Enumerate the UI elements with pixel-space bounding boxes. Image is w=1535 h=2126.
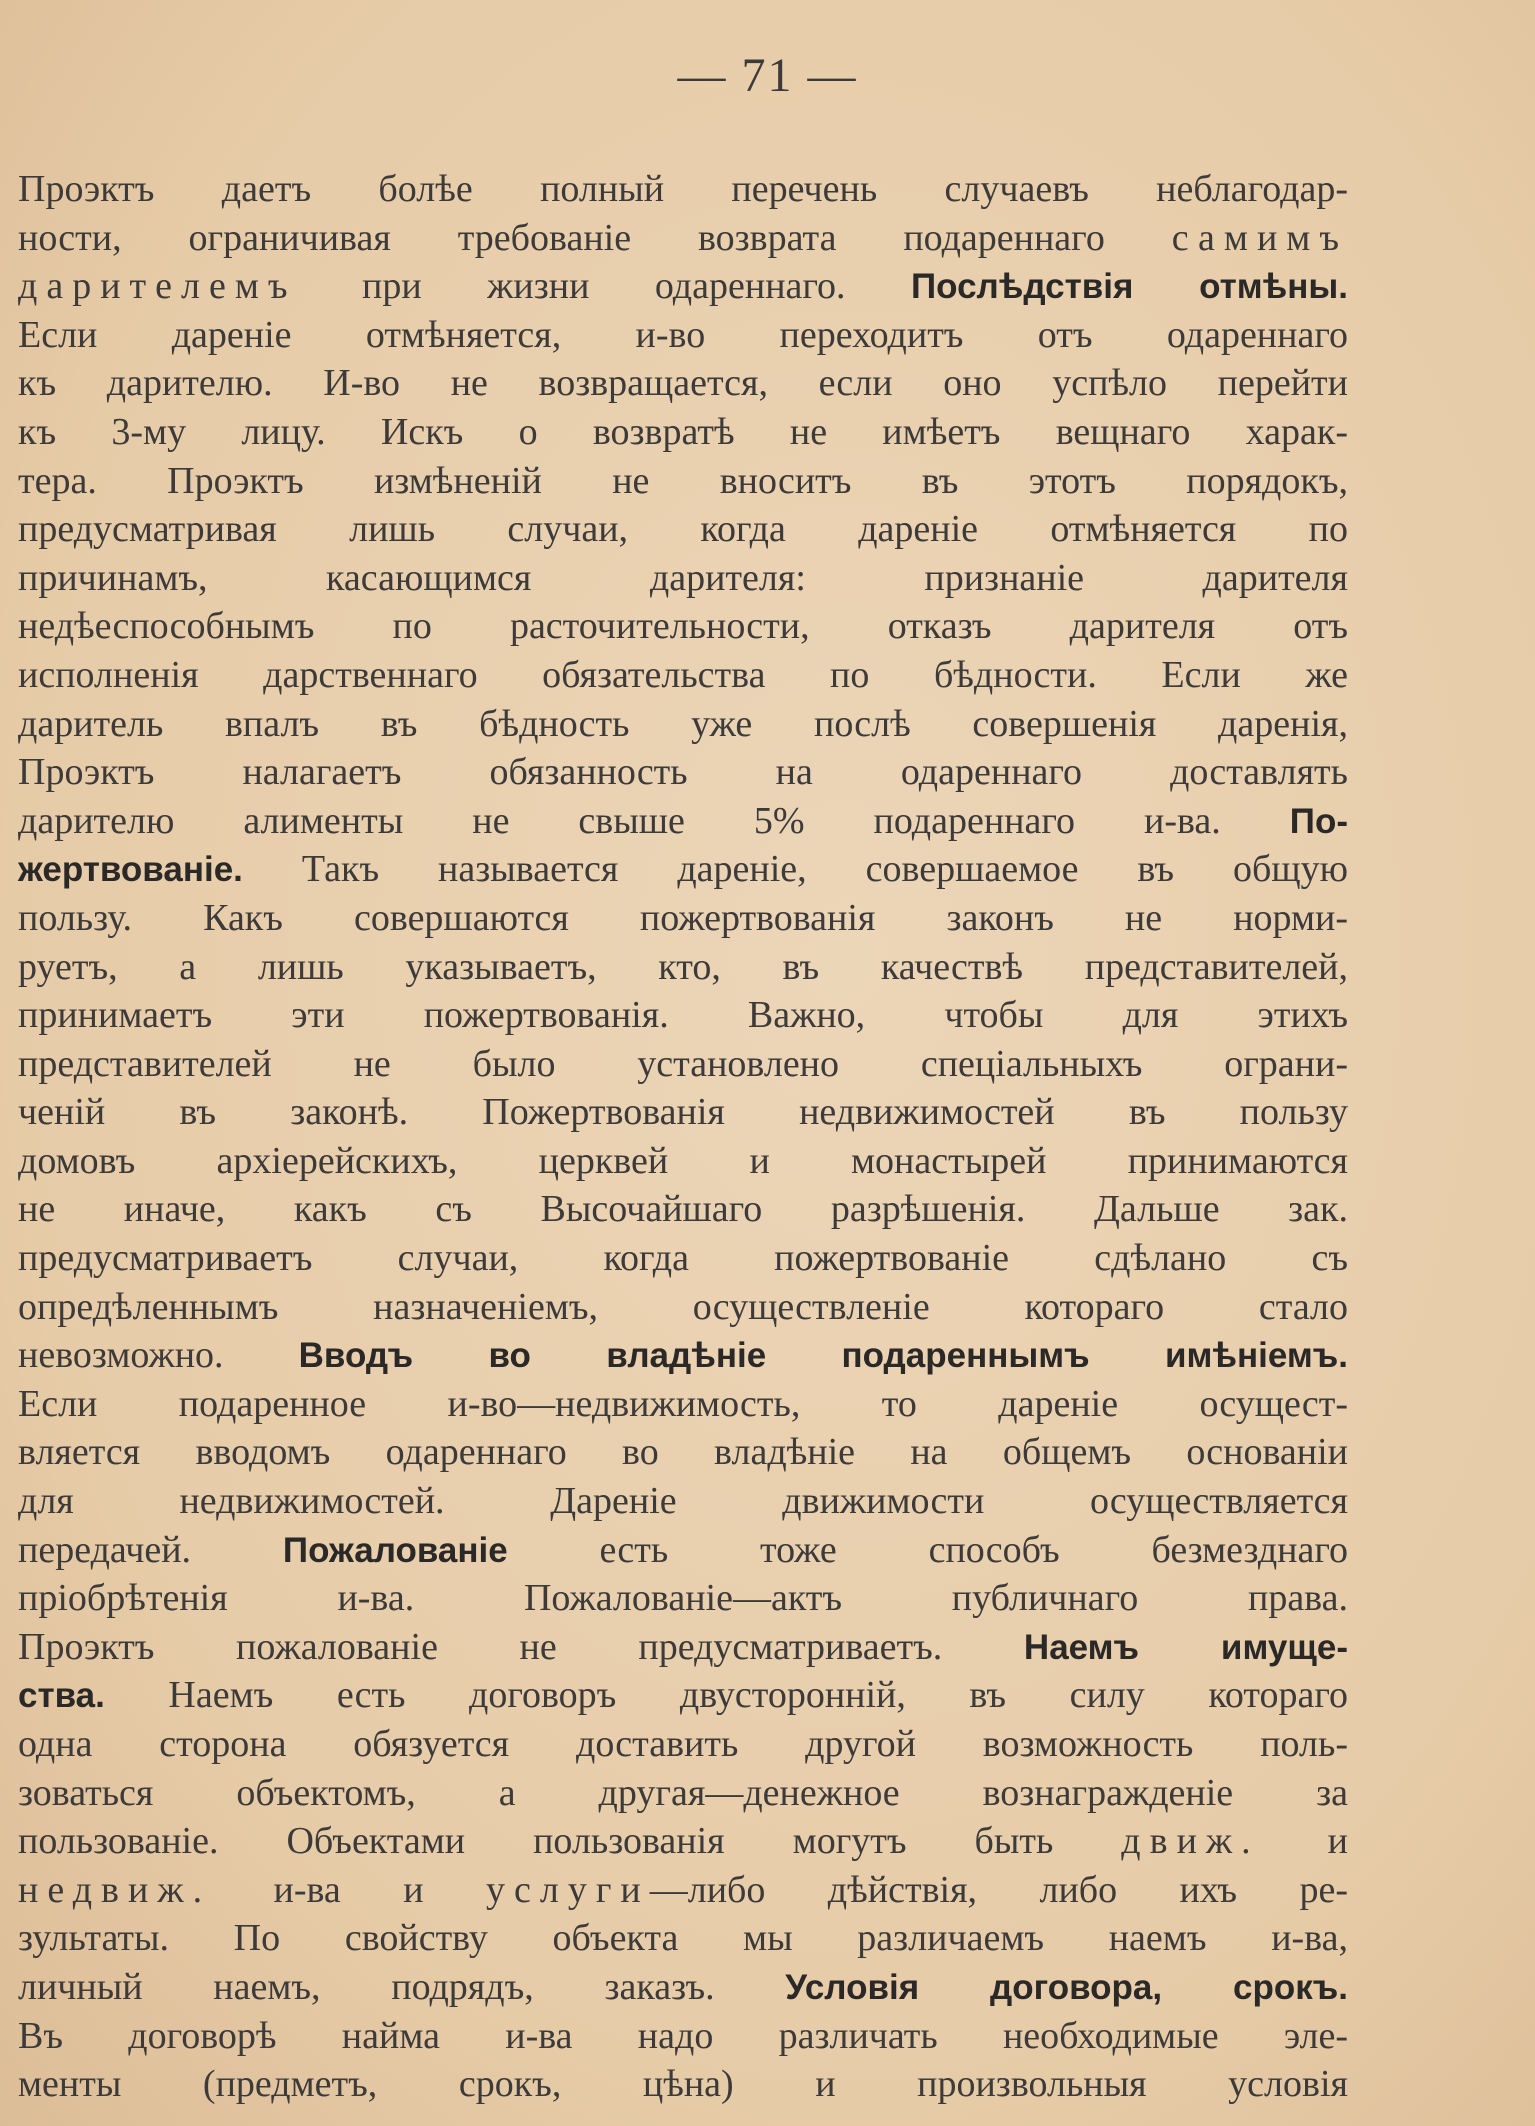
- text-line: [18, 1526, 1348, 1575]
- spaced-text: дарителемъ: [18, 265, 297, 308]
- text-run: ности, ограничивая требованіе возврата подареннаго: [18, 216, 1172, 259]
- bold-heading: Послѣдствія отмѣны.: [911, 267, 1348, 307]
- text-line: [18, 1331, 1348, 1380]
- text-run: предусматривая лишь случаи, когда дареніе отмѣняется по: [18, 508, 1348, 551]
- text-line: [18, 2060, 1348, 2109]
- text-run: невозможно.: [18, 1334, 299, 1377]
- text-run: Проэктъ пожалованіе не предусматриваетъ.: [18, 1625, 1024, 1668]
- text-run: къ 3-му лицу. Искъ о возвратѣ не имѣетъ вещнаго харак-: [18, 410, 1348, 453]
- text-line: [18, 1137, 1348, 1186]
- bold-heading: ства.: [18, 1676, 105, 1716]
- text-run: Проэктъ даетъ болѣе полный перечень случаевъ неблагодар-: [18, 168, 1348, 210]
- text-run: тера. Проэктъ измѣненій не вноситъ въ этотъ порядокъ,: [18, 459, 1348, 502]
- text-run: Такъ называется дареніе, совершаемое въ общую: [242, 848, 1348, 891]
- text-line: [18, 262, 1348, 311]
- text-run: дарителю алименты не свыше 5% подареннаго и-ва.: [18, 799, 1290, 842]
- text-line: [18, 2012, 1348, 2061]
- text-line: [18, 1428, 1348, 1477]
- text-line: [18, 1671, 1348, 1720]
- text-line: [18, 359, 1348, 408]
- text-run: Если подаренное и-во—недвижимость, то дареніе осущест-: [18, 1382, 1348, 1425]
- text-run: есть тоже способъ безмезднаго: [507, 1528, 1348, 1571]
- text-run: ченій въ законѣ. Пожертвованія недвижимостей въ пользу: [18, 1091, 1348, 1134]
- page-number: — 71 —: [677, 49, 858, 102]
- bold-heading: жертвованіе.: [18, 850, 243, 890]
- text-run: для недвижимостей. Дареніе движимости осуществляется: [18, 1480, 1348, 1523]
- text-run: не иначе, какъ съ Высочайшаго разрѣшенія. Дальше зак.: [18, 1188, 1348, 1231]
- text-run: причинамъ, касающимся дарителя: признаніе дарителя: [18, 556, 1348, 599]
- text-run: и-ва и: [211, 1868, 486, 1911]
- text-run: Въ договорѣ найма и-ва надо различать необходимые эле-: [18, 2014, 1348, 2057]
- text-line: [18, 1234, 1348, 1283]
- text-run: передачей.: [18, 1528, 283, 1571]
- text-line: [18, 700, 1348, 749]
- text-run: опредѣленнымъ назначеніемъ, осуществленіе котораго стало: [18, 1285, 1348, 1328]
- text-run: —либо дѣйствія, либо ихъ ре-: [649, 1868, 1349, 1911]
- text-run: пользованіе. Объектами пользованія могутъ быть: [18, 1820, 1122, 1863]
- text-line: [18, 1185, 1348, 1234]
- text-run: вляется вводомъ одареннаго во владѣніе на общемъ основаніи: [18, 1431, 1348, 1474]
- bold-heading: Пожалованіе: [282, 1530, 508, 1570]
- text-run: пользу. Какъ совершаются пожертвованія законъ не норми-: [18, 896, 1348, 939]
- text-line: [18, 554, 1348, 603]
- text-run: личный наемъ, подрядъ, заказъ.: [18, 1965, 786, 2008]
- text-line: [18, 602, 1348, 651]
- text-line: [18, 165, 1348, 214]
- text-line: [18, 1623, 1348, 1672]
- spaced-text: услуги: [485, 1868, 650, 1911]
- bold-heading: Условія договора, срокъ.: [785, 1967, 1348, 2007]
- text-run: предусматриваетъ случаи, когда пожертвованіе сдѣлано съ: [18, 1237, 1348, 1280]
- text-line: [18, 1088, 1348, 1137]
- text-line: [18, 214, 1348, 263]
- text-line: [18, 1769, 1348, 1818]
- text-run: представителей не было установлено спеціальныхъ ограни-: [18, 1042, 1348, 1085]
- text-line: [18, 408, 1348, 457]
- text-line: [18, 457, 1348, 506]
- text-line: [18, 797, 1348, 846]
- text-run: менты (предметъ, срокъ, цѣна) и произвольныя условія: [18, 2063, 1348, 2106]
- text-run: при жизни одареннаго.: [296, 265, 912, 308]
- text-line: [18, 1574, 1348, 1623]
- text-line: [18, 1914, 1348, 1963]
- text-run: одна сторона обязуется доставить другой возможность поль-: [18, 1723, 1348, 1765]
- text-line: [18, 651, 1348, 700]
- text-run: исполненія дарственнаго обязательства по бѣдности. Если же: [18, 653, 1348, 696]
- text-run: зоваться объектомъ, а другая—денежное вознагражденіе за: [18, 1771, 1348, 1814]
- bold-heading: По-: [1289, 801, 1348, 841]
- text-line: [18, 1817, 1348, 1866]
- text-line: [18, 311, 1348, 360]
- text-run: зультаты. По свойству объекта мы различаемъ наемъ и-ва,: [18, 1917, 1348, 1960]
- text-run: Наемъ есть договоръ двусторонній, въ силу котораго: [104, 1674, 1348, 1717]
- text-line: [18, 943, 1348, 992]
- text-run: недѣеспособнымъ по расточительности, отказъ дарителя отъ: [18, 605, 1348, 648]
- text-run: пріобрѣтенія и-ва. Пожалованіе—актъ публичнаго права.: [18, 1577, 1348, 1620]
- text-run: и: [1259, 1820, 1348, 1863]
- text-line: [18, 1040, 1348, 1089]
- text-line: [18, 894, 1348, 943]
- text-run: домовъ архіерейскихъ, церквей и монастырей принимаются: [18, 1139, 1348, 1182]
- bold-heading: Наемъ имуще-: [1023, 1627, 1348, 1667]
- text-line: [18, 991, 1348, 1040]
- spaced-text: движ.: [1121, 1820, 1260, 1863]
- body-text: [18, 165, 1348, 2109]
- spaced-text: недвиж.: [18, 1868, 212, 1911]
- text-line: [18, 748, 1348, 797]
- text-line: [18, 1283, 1348, 1332]
- bold-heading: Вводъ во владѣніе подареннымъ имѣніемъ.: [298, 1336, 1348, 1376]
- text-run: Если дареніе отмѣняется, и-во переходитъ отъ одареннаго: [18, 313, 1348, 356]
- text-run: къ дарителю. И-во не возвращается, если оно успѣло перейти: [18, 362, 1348, 405]
- spaced-text: самимъ: [1171, 216, 1348, 259]
- text-line: [18, 845, 1348, 894]
- text-line: [18, 1720, 1348, 1769]
- text-line: [18, 1866, 1348, 1915]
- text-line: [18, 1963, 1348, 2012]
- text-run: Проэктъ налагаетъ обязанность на одареннаго доставлять: [18, 751, 1348, 794]
- text-line: [18, 505, 1348, 554]
- text-line: [18, 1380, 1348, 1429]
- text-run: даритель впалъ въ бѣдность уже послѣ совершенія даренія,: [18, 702, 1348, 745]
- text-line: [18, 1477, 1348, 1526]
- text-run: принимаетъ эти пожертвованія. Важно, чтобы для этихъ: [18, 994, 1348, 1037]
- text-run: руетъ, а лишь указываетъ, кто, въ качествѣ представителей,: [18, 945, 1348, 988]
